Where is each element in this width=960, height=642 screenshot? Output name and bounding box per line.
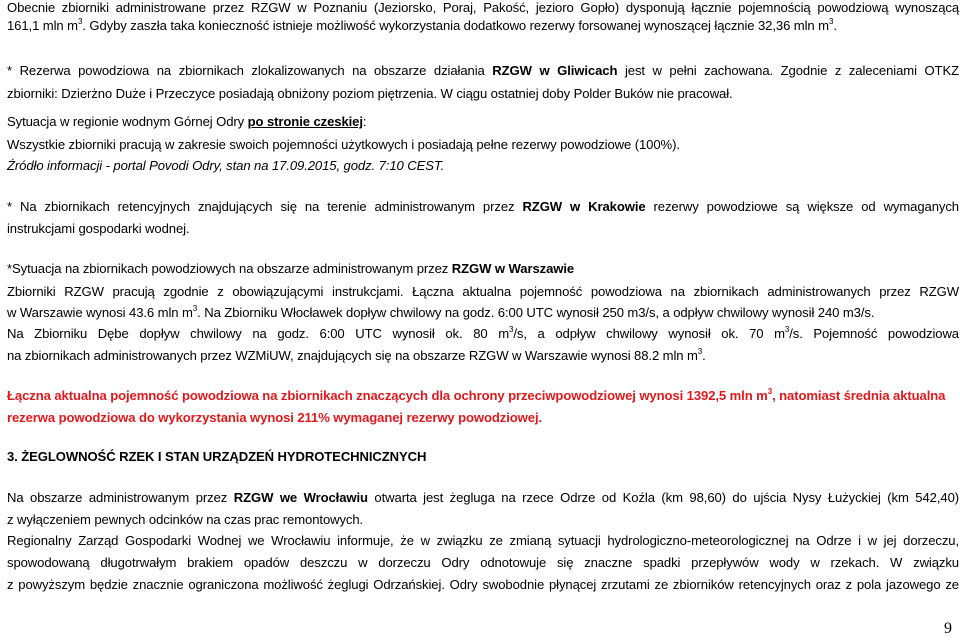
text-line: Na Zbiorniku Dębe dopływ chwilowy na godz. 6:00 UTC wynosił ok. 80 $m^3/s$, a odpływ chwilowy wynosił ok. 70 $m^3/s$. Pojemność powodziowa bbox=[7, 324, 959, 341]
text-line: Obecnie zbiorniki administrowane przez RZGW w Poznaniu (Jeziorsko, Poraj, Pakość, jeziorо Gopło) dysponują łącznie pojemnością powodziową wynoszącą bbox=[7, 0, 959, 15]
text-line: Regionalny Zarząd Gospodarki Wodnej we Wrocławiu informuje, że w związku ze zmianą sytuacji hydrologiczno-meteorologicznej na Odrze i w jej dorzeczu, bbox=[7, 533, 959, 548]
text-line: *Sytuacja na zbiornikach powodziowych na obszarze administrowanym przez RZGW w Warszawie bbox=[7, 261, 575, 276]
text-line: 161,1 mln $m^3$. Gdyby zaszła taka konieczność istnieje możliwość wykorzystania dodatkowo rezerwy forsowanej wynoszącej łącznie 32,36 mln $m^3$. bbox=[7, 16, 837, 33]
text-line: * Na zbiornikach retencyjnych znajdujących się na terenie administrowanym przez RZGW w Krakowie rezerwy powodziowe są większe od wymaganych bbox=[7, 199, 959, 214]
text-line: z wyłączeniem pewnych odcinków na czas prac remontowych. bbox=[7, 512, 364, 527]
text-line: spowodowaną długotrwałym brakiem opadów deszczu w dorzeczu Odry odnotowuje się znaczne spadki przepływów wody w rzekach. W związku bbox=[7, 555, 959, 570]
text-line: zbiorniki: Dzierżno Duże i Przeczyce posiadają obniżony poziom piętrzenia. W ciągu ostatniej doby Polder Buków nie pracował. bbox=[7, 86, 733, 101]
text-line: Na obszarze administrowanym przez RZGW we Wrocławiu otwarta jest żegluga na rzece Odrze od Koźla (km 98,60) do ujścia Nysy Łużyckiej (km 542,40) bbox=[7, 490, 960, 505]
highlight-line: rezerwa powodziowa do wykorzystania wynosi 211% wymaganej rezerwy powodziowej. bbox=[7, 410, 543, 425]
document-page bbox=[7, 0, 960, 642]
section-heading: 3. ŻEGLOWNOŚĆ RZEK I STAN URZĄDZEŃ HYDROTECHNICZNYCH bbox=[7, 449, 427, 464]
text-line: Zbiorniki RZGW pracują zgodnie z obowiązującymi instrukcjami. Łączna aktualna pojemność powodziowa na zbiornikach administrowanych przez RZGW bbox=[7, 284, 959, 299]
text-line: z powyższym będzie znacznie ograniczona możliwość żeglugi Odrzańskiej. Odry swobodnie płynącej zrzutami ze zbiorników retencyjnych oraz z pola jazowego ze bbox=[7, 577, 959, 592]
text-line: Sytuacja w regionie wodnym Górnej Odry po stronie czeskiej: bbox=[7, 114, 367, 129]
text-line: instrukcjami gospodarki wodnej. bbox=[7, 221, 190, 236]
page-number: 9 bbox=[944, 620, 952, 637]
highlight-line: Łączna aktualna pojemność powodziowa na zbiornikach znaczących dla ochrony przeciwpowodziowej wynosi 1392,5 mln $m^3$, natomiast średnia aktualna bbox=[7, 386, 946, 403]
text-line: Wszystkie zbiorniki pracują w zakresie swoich pojemności użytkowych i posiadają pełne rezerwy powodziowe (100%). bbox=[7, 137, 680, 152]
text-line: * Rezerwa powodziowa na zbiornikach zlokalizowanych na obszarze działania RZGW w Gliwicach jest w pełni zachowana. Zgodnie z zaleceniami OTKZ bbox=[7, 63, 959, 78]
source-note: Źródło informacji - portal Povodi Odry, stan na 17.09.2015, godz. 7:10 CEST. bbox=[7, 158, 445, 173]
text-line: na zbiornikach administrowanych przez WZMiUW, znajdujących się na obszarze RZGW w Warszawie wynosi 88.2 mln $m^3$. bbox=[7, 346, 706, 363]
text-line: w Warszawie wynosi 43.6 mln $m^3$. Na Zbiorniku Włocławek dopływ chwilowy na godz. 6:00 UTC wynosił 250 m3/s, a odpływ chwilowy wynosił 240 m3/s. bbox=[7, 303, 875, 320]
